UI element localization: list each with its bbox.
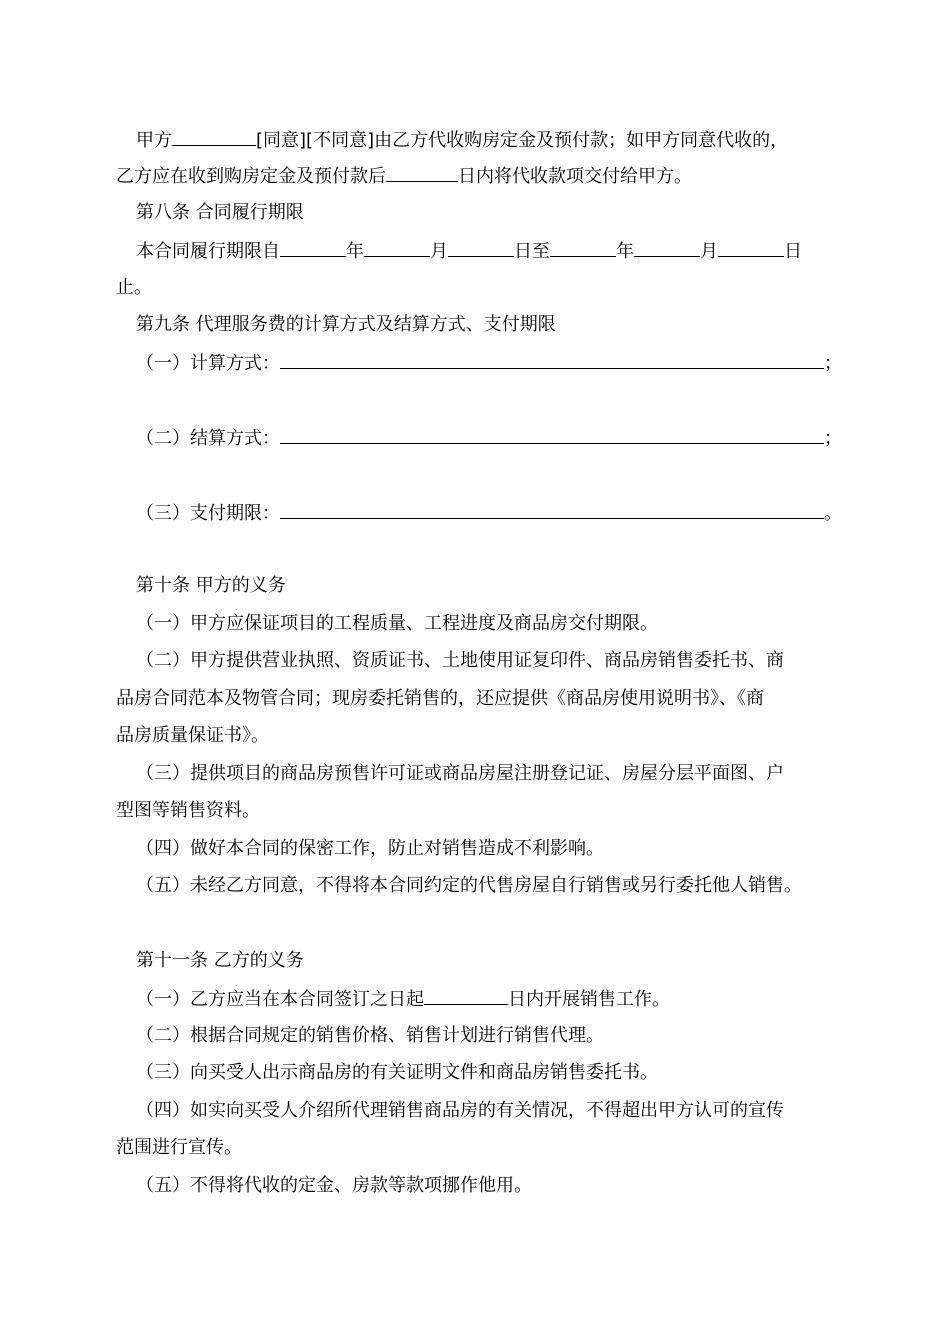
art10-title: 第十条 甲方的义务 (136, 575, 286, 596)
art8-line-2: 止。 (116, 277, 152, 298)
art10-item-4: （四）做好本合同的保密工作，防止对销售造成不利影响。 (136, 838, 604, 859)
art8-month-label: 月 (430, 241, 448, 262)
art11-item-5: （五）不得将代收的定金、房款等款项挪作他用。 (136, 1175, 532, 1196)
art10-item-3-line-1: （三）提供项目的商品房预售许可证或商品房屋注册登记证、房屋分层平面图、户 (136, 763, 784, 784)
art8-blank-end-month (634, 238, 700, 257)
art8-year-label: 年 (346, 241, 364, 262)
art8-from: 本合同履行期限自 (136, 241, 280, 262)
art10-item-1: （一）甲方应保证项目的工程质量、工程进度及商品房交付期限。 (136, 613, 658, 634)
art8-year-label-2: 年 (616, 241, 634, 262)
art11-blank-days (424, 986, 508, 1005)
art11-item-4-line-1: （四）如实向买受人介绍所代理销售商品房的有关情况，不得超出甲方认可的宣传 (136, 1100, 784, 1121)
art8-to-label: 日至 (514, 241, 550, 262)
art10-item-5: （五）未经乙方同意，不得将本合同约定的代售房屋自行销售或另行委托他人销售。 (136, 875, 802, 896)
art7-text-b: 日内将代收款项交付给甲方。 (458, 166, 692, 187)
art7-line-1 (136, 127, 788, 153)
art9-settle-label: （二）结算方式： (136, 428, 280, 449)
art9-pay-line (136, 500, 842, 526)
art11-item-2: （二）根据合同规定的销售价格、销售计划进行销售代理。 (136, 1025, 604, 1046)
art10-item-2-line-2: 品房合同范本及物管合同；现房委托销售的，还应提供《商品房使用说明书》、《商 (116, 688, 764, 709)
art11-item-3: （三）向买受人出示商品房的有关证明文件和商品房销售委托书。 (136, 1062, 658, 1083)
art7-text-a: 乙方应在收到购房定金及预付款后 (116, 166, 386, 187)
art7-blank-party-a (172, 127, 256, 146)
art8-blank-end-year (550, 238, 616, 257)
art9-settle-line (136, 425, 842, 451)
art11-item-1-a: （一）乙方应当在本合同签订之日起 (136, 989, 424, 1010)
art8-blank-start-day (448, 238, 514, 257)
art8-month-label-2: 月 (700, 241, 718, 262)
art11-item-1 (136, 986, 670, 1012)
art9-settle-end: ； (824, 428, 842, 449)
art11-item-1-b: 日内开展销售工作。 (508, 989, 670, 1010)
art9-calc-label: （一）计算方式： (136, 353, 280, 374)
art10-item-2-line-1: （二）甲方提供营业执照、资质证书、土地使用证复印件、商品房销售委托书、商 (136, 650, 784, 671)
art9-calc-end: ； (824, 353, 842, 374)
art9-pay-blank (280, 500, 824, 519)
art11-item-4-line-2: 范围进行宣传。 (116, 1137, 242, 1158)
art8-day-label: 日 (784, 241, 802, 262)
art8-line-1 (136, 238, 802, 264)
art10-item-2-line-3: 品房质量保证书》。 (116, 725, 269, 746)
art8-blank-start-year (280, 238, 346, 257)
art7-consent-text: [同意][不同意]由乙方代收购房定金及预付款；如甲方同意代收的， (256, 130, 789, 151)
art7-blank-days (386, 163, 458, 182)
art9-calc-blank (280, 350, 824, 369)
art8-title: 第八条 合同履行期限 (136, 202, 304, 223)
art8-blank-start-month (364, 238, 430, 257)
art10-item-3-line-2: 型图等销售资料。 (116, 800, 260, 821)
art9-calc-line (136, 350, 842, 376)
art11-title: 第十一条 乙方的义务 (136, 950, 304, 971)
art7-line-2 (116, 163, 692, 189)
art7-party-a: 甲方 (136, 130, 172, 151)
art9-settle-blank (280, 425, 824, 444)
art9-title: 第九条 代理服务费的计算方式及结算方式、支付期限 (136, 314, 556, 335)
art9-pay-label: （三）支付期限： (136, 503, 280, 524)
art8-blank-end-day (718, 238, 784, 257)
art9-pay-end: 。 (824, 503, 842, 524)
